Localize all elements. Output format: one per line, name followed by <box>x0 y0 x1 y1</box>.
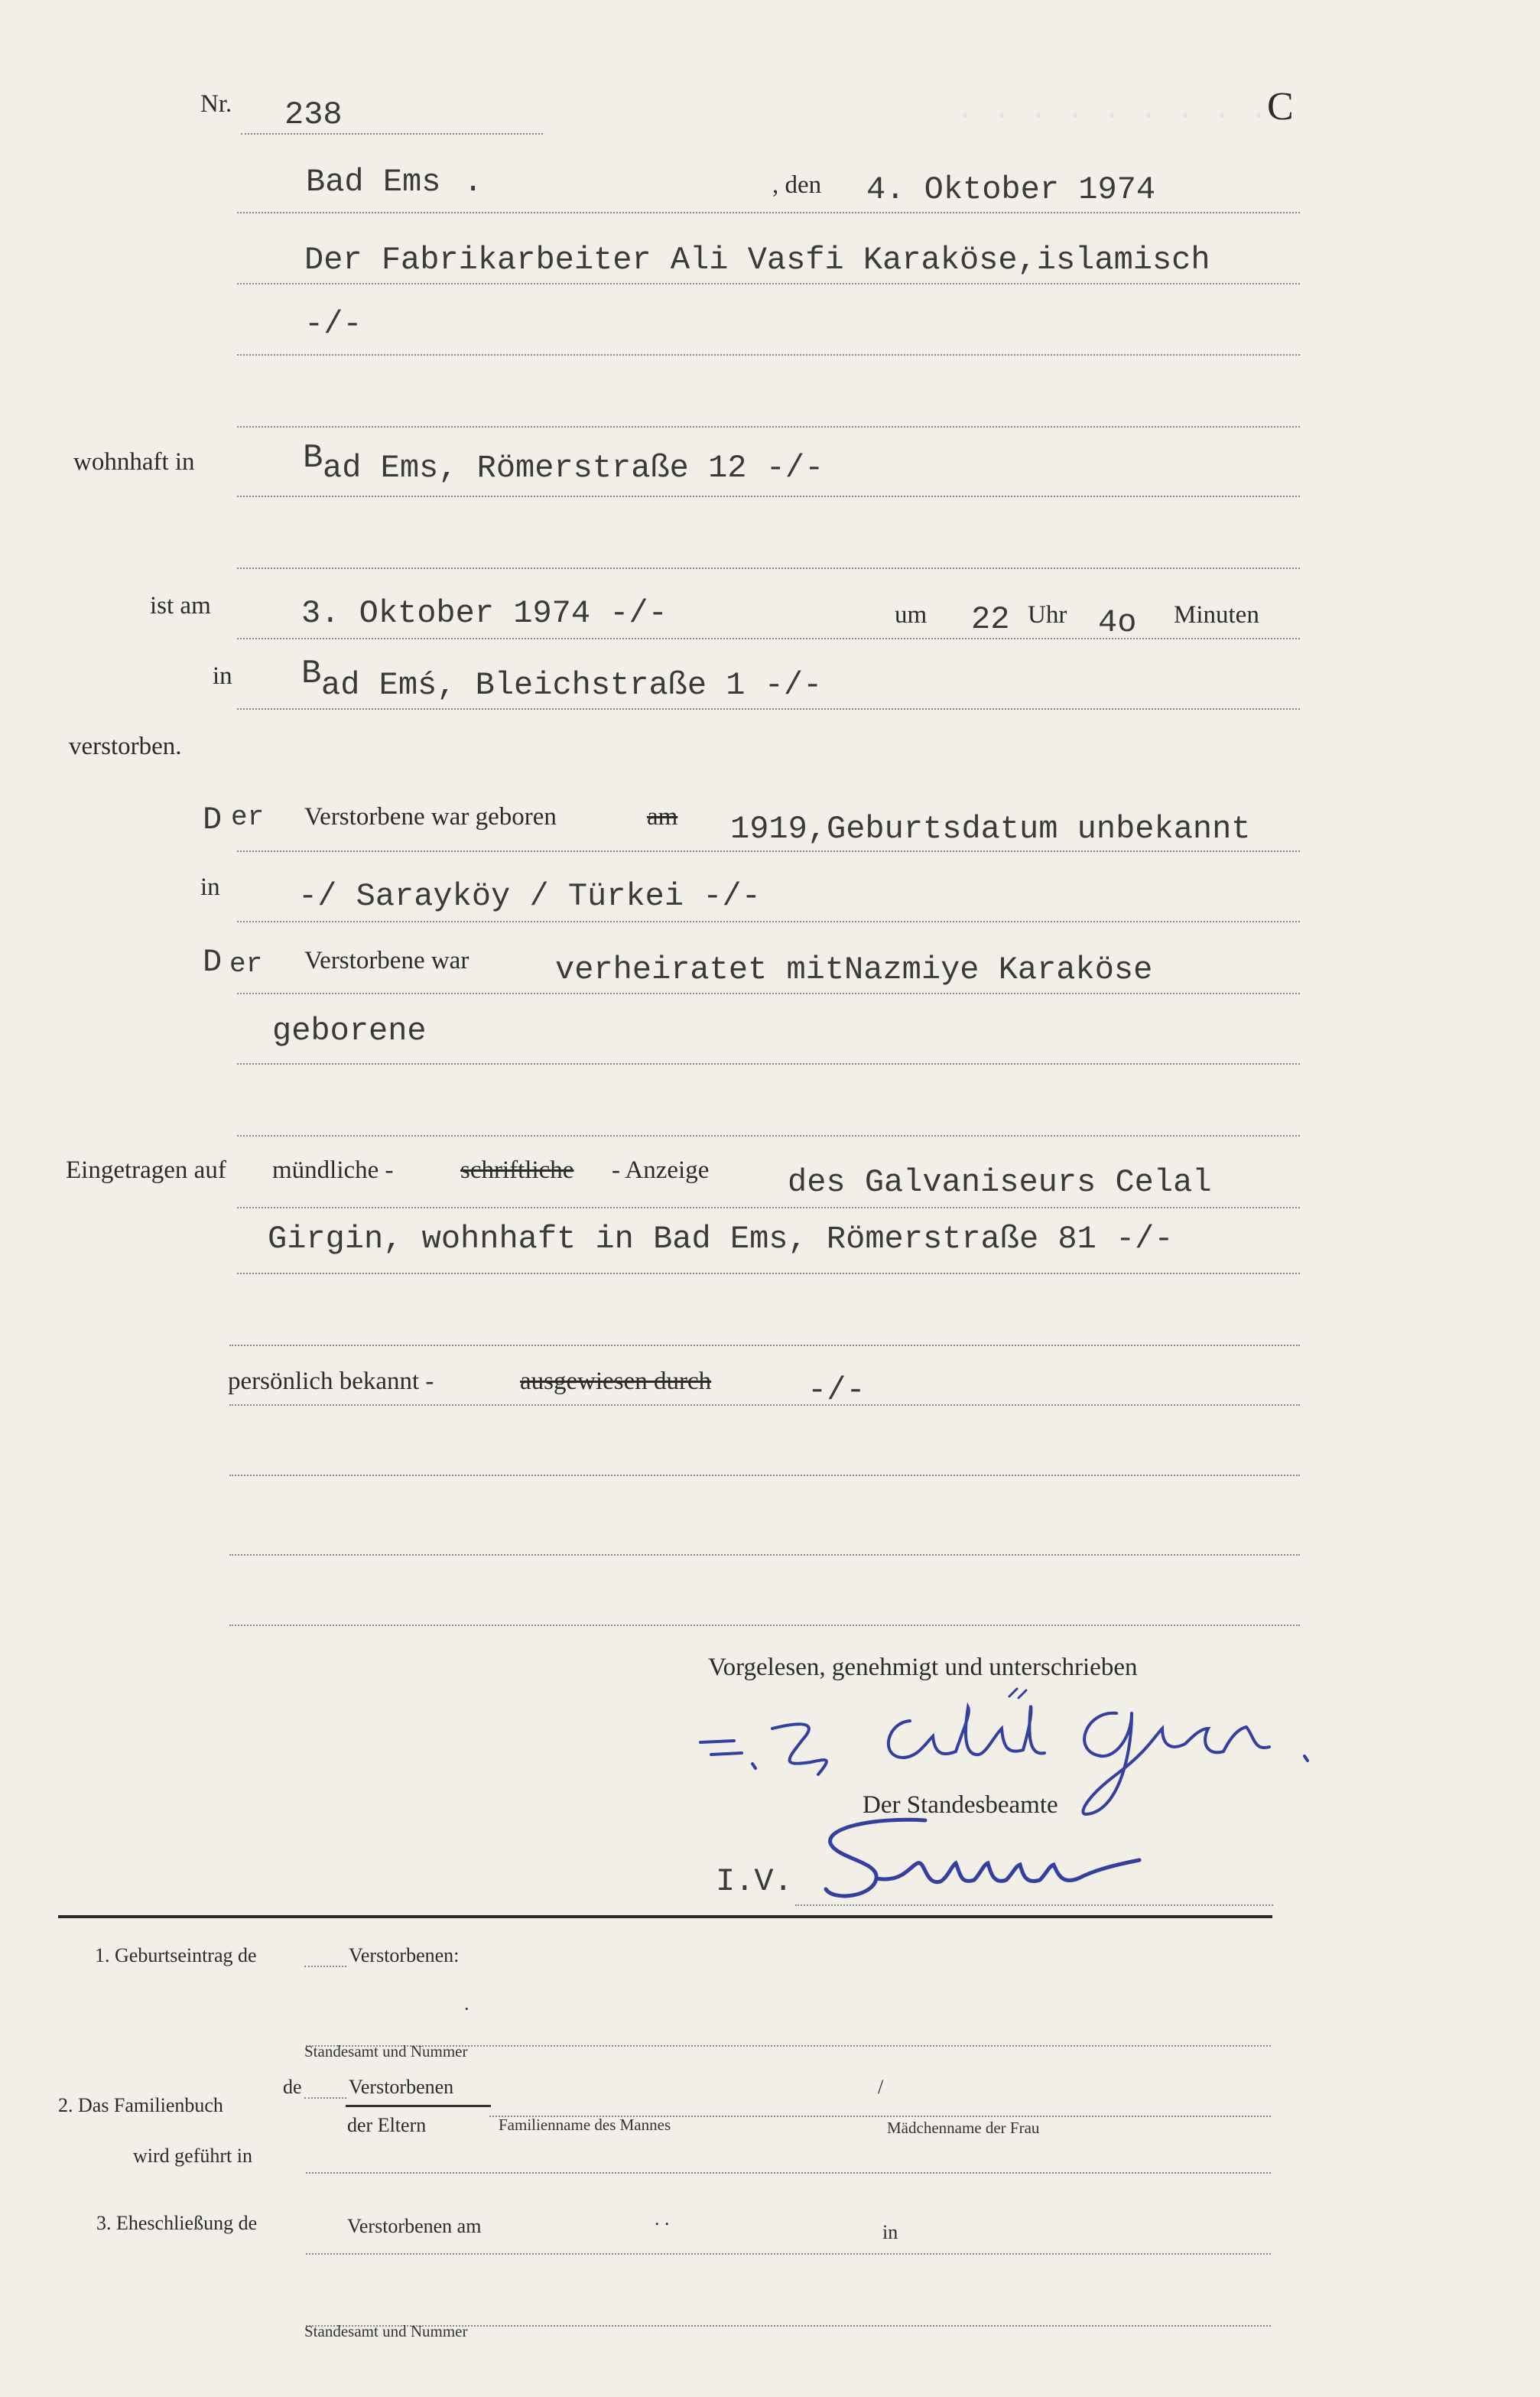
footer-slash: / <box>878 2076 884 2098</box>
footer-item-3-fill: Verstorbenen am <box>347 2215 482 2237</box>
death-minutes: 4o <box>1098 604 1137 641</box>
identification-line-1 <box>229 1404 1300 1406</box>
birth-place: -/ Sarayköy / Türkei -/- <box>298 878 761 915</box>
ist-am-label: ist am <box>150 592 211 620</box>
persoenlich-value: -/- <box>807 1372 866 1409</box>
nr-line <box>241 133 543 135</box>
informant-line-2-rule <box>237 1273 1300 1274</box>
eingetragen-label: Eingetragen auf <box>66 1156 226 1184</box>
footer-item-2-underline <box>346 2105 491 2107</box>
footer-item-1-gap <box>304 1966 346 1967</box>
footer-item-2-eltern: der Eltern <box>347 2114 427 2136</box>
birth-am-struck: am <box>647 803 678 831</box>
marriage-er-typed: er <box>229 948 263 980</box>
informant-line-3-rule <box>229 1345 1300 1346</box>
ausgewiesen-struck: ausgewiesen durch <box>520 1368 712 1395</box>
footer-item-2-gap <box>304 2097 346 2099</box>
birth-d-typed: D <box>203 802 223 838</box>
residence-initial: B <box>303 439 323 477</box>
bleed-through: · · · · · · · · · <box>956 99 1269 134</box>
death-place-initial: B <box>301 655 322 693</box>
marriage-prefix: Verstorbene war <box>304 947 469 974</box>
deceased-description: Der Fabrikarbeiter Ali Vasfi Karaköse,islamisch <box>304 242 1210 278</box>
registration-date: 4. Oktober 1974 <box>866 171 1156 208</box>
nr-label: Nr. <box>200 90 232 118</box>
place-date-line <box>237 212 1300 213</box>
person-line-2 <box>237 354 1300 356</box>
den-label: , den <box>772 171 822 199</box>
birth-place-line <box>237 921 1300 922</box>
signature-line <box>795 1904 1273 1906</box>
registration-place-dot: . <box>463 164 483 200</box>
standesamt-nummer-3: Standesamt und Nummer <box>304 2322 468 2340</box>
residence-line-2 <box>237 568 1300 569</box>
footer-item-3-in: in <box>882 2221 898 2243</box>
muendliche-label: mündliche - <box>272 1156 394 1184</box>
footer-gefuehrt-line <box>306 2172 1271 2174</box>
footer-item-2-label: 2. Das Familienbuch <box>58 2094 223 2116</box>
minuten-label: Minuten <box>1174 601 1259 629</box>
death-place-line <box>237 708 1300 710</box>
maedchenname-frau: Mädchenname der Frau <box>887 2119 1040 2137</box>
informant-line-1-rule <box>237 1207 1300 1208</box>
uhr-label: Uhr <box>1028 601 1067 629</box>
person-line-1 <box>237 283 1300 285</box>
footer-item-3-line <box>306 2253 1271 2255</box>
standesbeamte-label: Der Standesbeamte <box>863 1791 1058 1819</box>
footer-item-3-dots: . . <box>655 2207 670 2230</box>
standesamt-nummer-1: Standesamt und Nummer <box>304 2042 468 2060</box>
marriage-line-2 <box>237 1063 1300 1065</box>
informant-line-1: des Galvaniseurs Celal <box>788 1164 1212 1201</box>
death-hour: 22 <box>971 601 1010 638</box>
deceased-description-cont: -/- <box>304 306 362 343</box>
anzeige-label: - Anzeige <box>612 1156 710 1184</box>
iv-label: I.V. <box>716 1863 793 1900</box>
informant-line-2: Girgin, wohnhaft in Bad Ems, Römerstraße 81 -/- <box>268 1221 1174 1257</box>
footer-item-2-de: de <box>283 2076 302 2098</box>
wohnhaft-label: wohnhaft in <box>73 448 195 476</box>
marriage-d-typed: D <box>203 944 223 981</box>
nr-value: 238 <box>284 96 343 133</box>
wird-gefuehrt-label: wird geführt in <box>133 2145 252 2167</box>
death-date-line <box>237 638 1300 639</box>
registration-place: Bad Ems <box>306 164 441 200</box>
footer-item-3-label: 3. Eheschließung de <box>96 2212 258 2234</box>
residence-line-1 <box>237 496 1300 497</box>
um-label: um <box>895 601 928 629</box>
persoenlich-label: persönlich bekannt - <box>228 1368 434 1395</box>
marriage-line-1 <box>237 993 1300 994</box>
identification-line-4 <box>229 1625 1300 1626</box>
familienname-mannes: Familienname des Mannes <box>499 2116 671 2134</box>
death-in-label: in <box>213 662 232 690</box>
footer-dot: · <box>463 1998 470 2020</box>
person-line-3 <box>237 426 1300 428</box>
birth-in-label: in <box>200 873 220 901</box>
verstorben-label: verstorben. <box>69 733 182 760</box>
residence-value: ad Ems, Römerstraße 12 -/- <box>323 450 824 486</box>
footer-item-1-label: 1. Geburtseintrag de <box>95 1944 257 1966</box>
form-letter: C <box>1267 85 1294 128</box>
identification-line-2 <box>229 1475 1300 1476</box>
marriage-line-3 <box>237 1135 1300 1137</box>
footer-item-1-fill: Verstorbenen: <box>349 1944 460 1966</box>
birth-line <box>237 850 1300 852</box>
death-place: ad Emś, Bleichstraße 1 -/- <box>321 667 823 704</box>
footer-item-2-line <box>489 2116 1271 2117</box>
marriage-value: verheiratet mitNazmiye Karaköse <box>555 951 1153 988</box>
vorgelesen-label: Vorgelesen, genehmigt und unterschrieben <box>708 1654 1138 1681</box>
birth-er-typed: er <box>231 802 265 833</box>
section-divider <box>58 1915 1272 1918</box>
marriage-geborene: geborene <box>272 1013 427 1049</box>
schriftliche-struck: schriftliche <box>460 1156 574 1184</box>
official-signature <box>811 1813 1178 1920</box>
death-date: 3. Oktober 1974 -/- <box>301 595 668 632</box>
birth-value: 1919,Geburtsdatum unbekannt <box>730 811 1251 847</box>
birth-prefix: Verstorbene war geboren <box>304 803 557 831</box>
identification-line-3 <box>229 1554 1300 1556</box>
footer-item-2-fill: Verstorbenen <box>349 2076 454 2098</box>
